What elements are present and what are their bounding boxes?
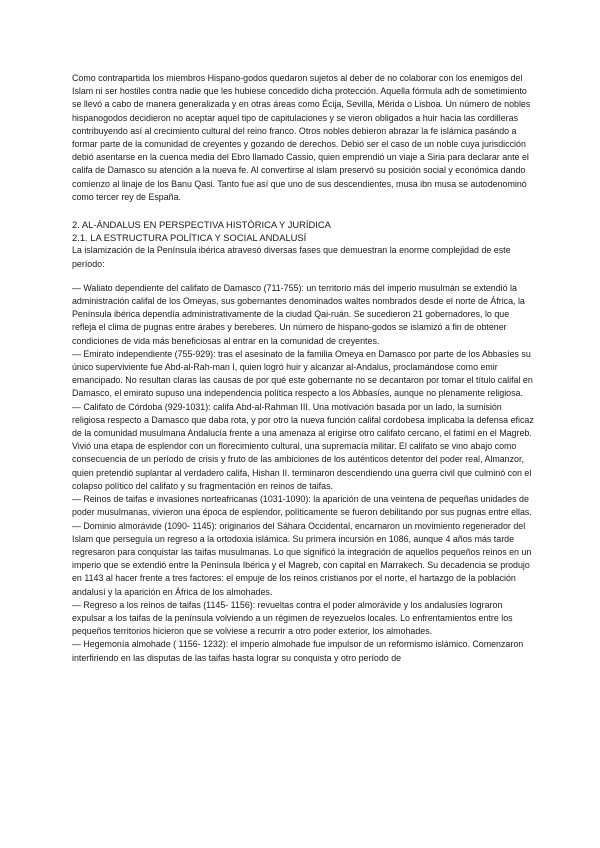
period-entry-almohade: — Hegemonía almohade ( 1156- 1232): el imperio almohade fue impulsor de un reformismo islámico. Comenzaron interfiriendo en las disputas de las taifas hasta lograr su conquista y otro período de [72,639,524,663]
period-entry-almoravide: — Dominio almorávide (1090- 1145): originarios del Sáhara Occidental, encarnaron un movimiento regenerador del Islam que perseguía un regreso a la ortodoxia islámica. Su primera incursión en 1086, aunque 4 años más tarde regresaron para conquistar las taifas musulmanas. Lo que significó la integración de aquellos pequeños reinos en un imperio que se extendió entre la Península Ibérica y el Magreb, con capital en Marrakech. Su decadencia se produjo en 1143 al hacer frente a tres factores: el empuje de los reinos cristianos por el norte, el hartazgo de la población andalusí y la aparición en África de los almohades. [72,520,532,597]
period-entry-emirato: — Emirato independiente (755-929): tras el asesinato de la familia Omeya en Damasco por parte de los Abbasíes su único superviviente fue Abd-al-Rah-man I, quien logró huir y alcanzar al-Andalus, proclamándose como emir emancipado. No resultan claras las causas de por qué este gobernante no se decantaron por tomar el título califal en Damasco, el emirato supuso una independencia política respecto a los Abbasíes, aunque no plenamente religiosa. [72,348,533,399]
period-entry-califato: — Califato de Córdoba (929-1031): califa Abd-al-Rahman III. Una motivación basada por un lado, la sumisión religiosa respecto a Damasco que daba rota, y por otro la nueva función califal cordobesa implicaba la defensa eficaz de la comunidad musulmana Andalucía frente a una amenaza al erigirse otro califato cercano, el fatimí en el Magreb. Vivió una etapa de esplendor con un florecimiento cultural, una supremacía militar. El califato se vino abajo como consecuencia de un período de crisis y fruto de las ambiciones de los auténticos detentor del poder real, Almanzor, quien pretendió suplantar al verdadero califa, Hishan II. terminaron descendiendo una guerra civil que culminó con el colapso político del califato y su fragmentación en reinos de taifas. [72,401,534,491]
period-entry-taifas: — Reinos de taifas e invasiones norteafricanas (1031-1090): la aparición de una veintena de pequeñas unidades de poder musulmanas, vivieron una época de esplendor, políticamente se fueron debilitando por sus pugnas entre ellas. [72,494,532,518]
intro-paragraph: Como contrapartida los miembros Hispano-godos quedaron sujetos al deber de no colaborar con los enemigos del Islam ni ser hostiles contra nadie que les hubiese concedido dicha protección. Aquella fórmula adh de sometimiento se llevó a cabo de manera generalizada y en otras áreas como Écija, Sevilla, Mérida o Lisboa. Un número de nobles hispanogodos decidieron no aceptar aquel tipo de capitulaciones y se vieron obligados a huir hacia las cordilleras contribuyendo así al crecimiento cultural del reino franco. Otros nobles debieron abrazar la fe islámica pasándo a formar parte de la comunidad de creyentes y gozando de derechos. Debió ser el caso de un noble cuya jurisdicción debió asentarse en la cuenca media del Ebro llamado Cassio, quien emprendió un viaje a Siria para declarar ante el califa de Damasco su atención a la nueva fe. Al convertirse al islam preservó su posición social y económica dando comienzo al linaje de los Banu Qasi. Tanto fue así que uno de sus descendientes, musa ibn musa se autodenominó como tercer rey de España. [72,73,531,202]
section-heading: 2. AL-ÁNDALUS EN PERSPECTIVA HISTÓRICA Y JURÍDICA [72,219,331,231]
lead-paragraph: La islamización de la Península ibérica atravesó diversas fases que demuestran la enorme complejidad de este período: [72,245,511,269]
subsection-heading: 2.1. LA ESTRUCTURA POLÍTICA Y SOCIAL ANDALUSÍ [72,232,307,244]
period-entry-waliato: — Waliato dependiente del califato de Damasco (711-755): un territorio más del imperio musulmán se extendió la administración califal de los Omeyas, sus gobernantes denominados waltes nombrados desde el norte de África, la Península ibérica dependía administrativamente de la ciudad Qai-ruán. Se sucedieron 21 gobernadores, lo que refleja el clima de pugnas entre árabes y bereberes. Un número de hispano-godos se islamizó a fin de obtener condiciones de vida más beneficiosas al entrar en la comunidad de creyentes. [72,282,525,346]
page-content [72,72,534,665]
period-entry-regreso-taifas: — Regreso a los reinos de taifas (1145- 1156): revueltas contra el poder almorávide y los andalusíes lograron expulsar a los taifas de la península volviendo a un régimen de reyezuelos locales. Lo enfrentamientos entre los pequeños territorios hicieron que se volviese a recurrir a otro poder exterior, los almohades. [72,599,513,637]
